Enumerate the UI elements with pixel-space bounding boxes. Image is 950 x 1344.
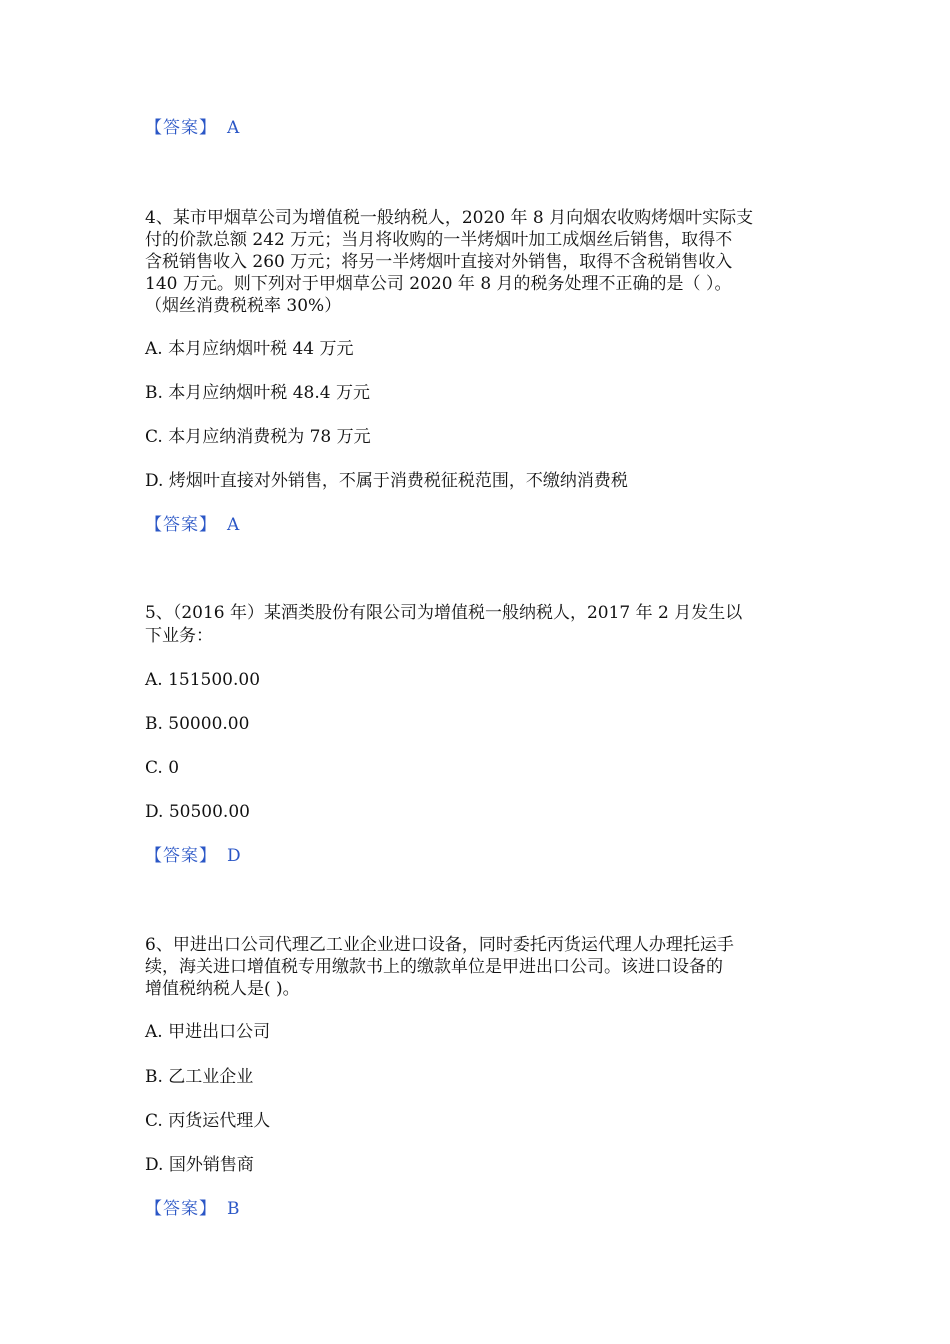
answer-value: B [227,1199,240,1219]
answer-value: D [227,846,241,866]
option-d: D. 国外销售商 [145,1155,254,1175]
option-a: A. 本月应纳烟叶税 44 万元 [145,339,354,359]
question-text-line: 下业务： [145,626,213,646]
answer-value: A [227,515,240,535]
option-c: C. 0 [145,758,180,778]
answer-tag: 【答案】 [145,846,217,866]
question-text-line: （烟丝消费税税率 30%） [145,296,342,316]
question-text-line: 增值税纳税人是( )。 [145,979,300,999]
option-a: A. 151500.00 [145,670,261,690]
answer-line [145,117,239,139]
answer-line [145,845,241,867]
option-b: B. 乙工业企业 [145,1067,254,1087]
question-text-line: 140 万元。则下列对于甲烟草公司 2020 年 8 月的税务处理不正确的是（ ）。 [145,274,732,294]
option-d: D. 50500.00 [145,802,250,822]
answer-tag: 【答案】 [145,515,217,535]
question-text-line: 付的价款总额 242 万元；当月将收购的一半烤烟叶加工成烟丝后销售，取得不 [145,230,733,250]
answer-line [145,514,239,536]
question-text-line: 4、某市甲烟草公司为增值税一般纳税人，2020 年 8 月向烟农收购烤烟叶实际支 [145,208,754,228]
question-text-line: 6、甲进出口公司代理乙工业企业进口设备，同时委托丙货运代理人办理托运手 [145,935,734,955]
question-text-line: 含税销售收入 260 万元；将另一半烤烟叶直接对外销售，取得不含税销售收入 [145,252,733,272]
option-a: A. 甲进出口公司 [145,1022,271,1042]
answer-line [145,1198,240,1220]
option-d: D. 烤烟叶直接对外销售，不属于消费税征税范围，不缴纳消费税 [145,471,628,491]
question-text-line: 5、（2016 年）某酒类股份有限公司为增值税一般纳税人，2017 年 2 月发生以 [145,603,743,623]
question-text-line: 续，海关进口增值税专用缴款书上的缴款单位是甲进出口公司。该进口设备的 [145,957,723,977]
option-c: C. 本月应纳消费税为 78 万元 [145,427,371,447]
answer-tag: 【答案】 [145,1199,217,1219]
answer-value: A [227,118,240,138]
answer-tag: 【答案】 [145,118,217,138]
option-b: B. 50000.00 [145,714,250,734]
option-c: C. 丙货运代理人 [145,1111,271,1131]
option-b: B. 本月应纳烟叶税 48.4 万元 [145,383,370,403]
